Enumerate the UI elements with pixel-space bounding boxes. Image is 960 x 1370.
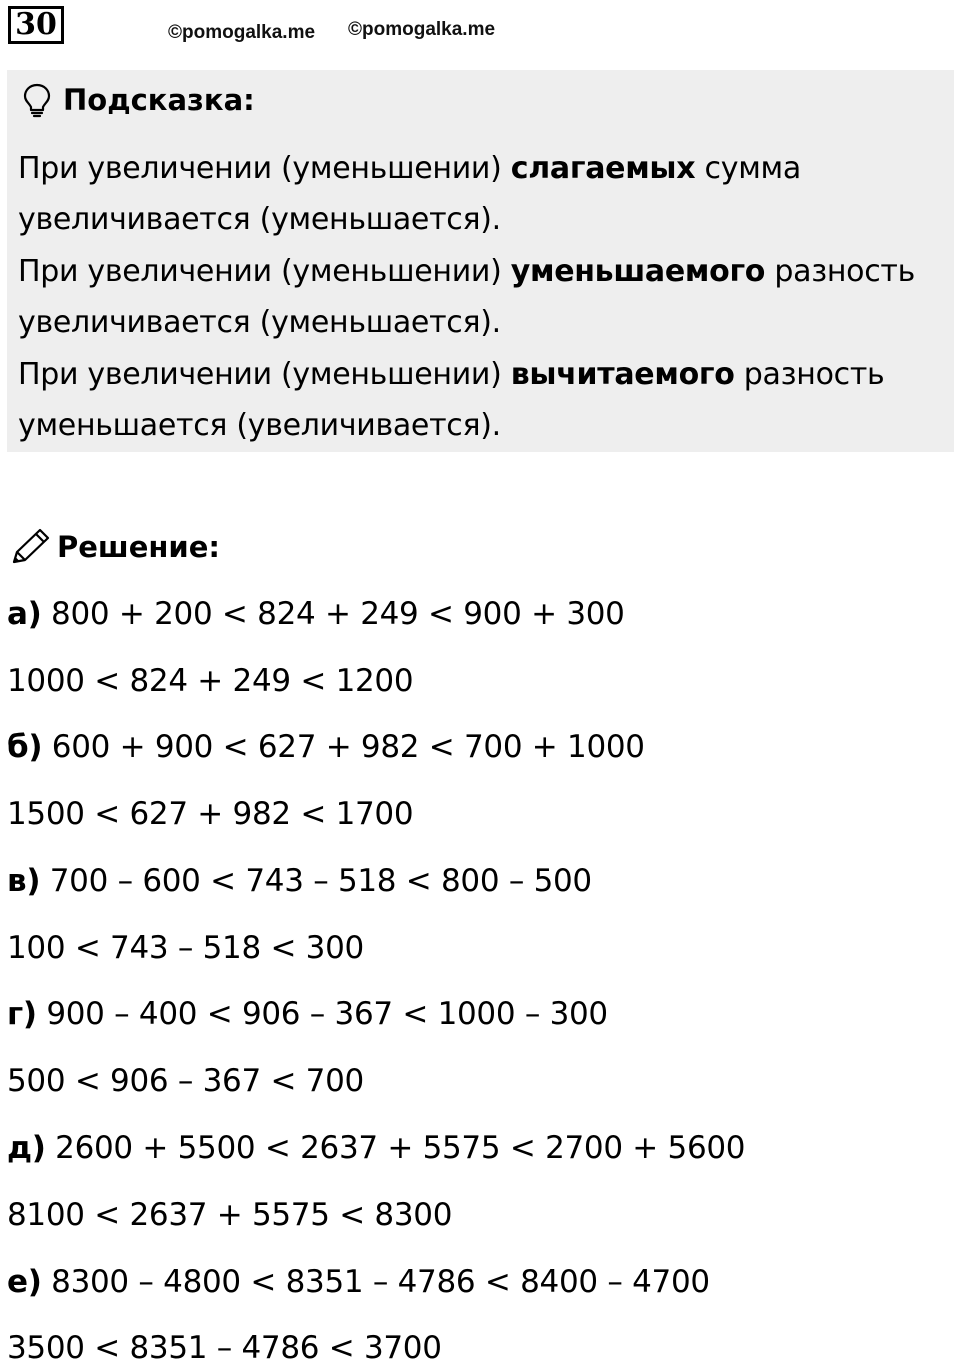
hint-title: Подсказка: <box>63 83 255 117</box>
watermark: ©pomogalka.me <box>168 22 316 43</box>
solution-line: д) 2600 + 5500 < 2637 + 5575 < 2700 + 5600 <box>7 1130 746 1166</box>
solution-header <box>8 526 220 568</box>
solution-line: 8100 < 2637 + 5575 < 8300 <box>7 1197 453 1233</box>
lightbulb-icon <box>21 82 53 118</box>
solution-line: е) 8300 – 4800 < 8351 – 4786 < 8400 – 4700 <box>7 1264 710 1300</box>
solution-line: 1000 < 824 + 249 < 1200 <box>7 663 414 699</box>
hint-line: уменьшается (увеличивается). <box>18 408 501 444</box>
solution-line: 100 < 743 – 518 < 300 <box>7 930 364 966</box>
hint-header <box>21 82 255 118</box>
solution-line: а) 800 + 200 < 824 + 249 < 900 + 300 <box>7 596 625 632</box>
solution-line: 500 < 906 – 367 < 700 <box>7 1063 364 1099</box>
hint-line: При увеличении (уменьшении) слагаемых сумма <box>18 151 801 186</box>
task-number: 30 <box>8 6 64 44</box>
hint-line: увеличивается (уменьшается). <box>18 305 501 341</box>
solution-line: в) 700 – 600 < 743 – 518 < 800 – 500 <box>7 863 592 899</box>
hint-box <box>7 70 954 452</box>
hint-line: При увеличении (уменьшении) уменьшаемого разность <box>18 253 915 289</box>
solution-line: б) 600 + 900 < 627 + 982 < 700 + 1000 <box>7 729 645 765</box>
hint-line: При увеличении (уменьшении) вычитаемого разность <box>18 356 885 392</box>
hint-text <box>18 143 948 451</box>
solution-line: 3500 < 8351 – 4786 < 3700 <box>7 1330 442 1366</box>
pencil-icon <box>8 526 52 568</box>
solution-title: Решение: <box>57 530 221 564</box>
solution-line: 1500 < 627 + 982 < 1700 <box>7 796 414 832</box>
watermark: ©pomogalka.me <box>348 19 496 40</box>
solution-line: г) 900 – 400 < 906 – 367 < 1000 – 300 <box>7 996 608 1032</box>
hint-line: увеличивается (уменьшается). <box>18 202 501 238</box>
